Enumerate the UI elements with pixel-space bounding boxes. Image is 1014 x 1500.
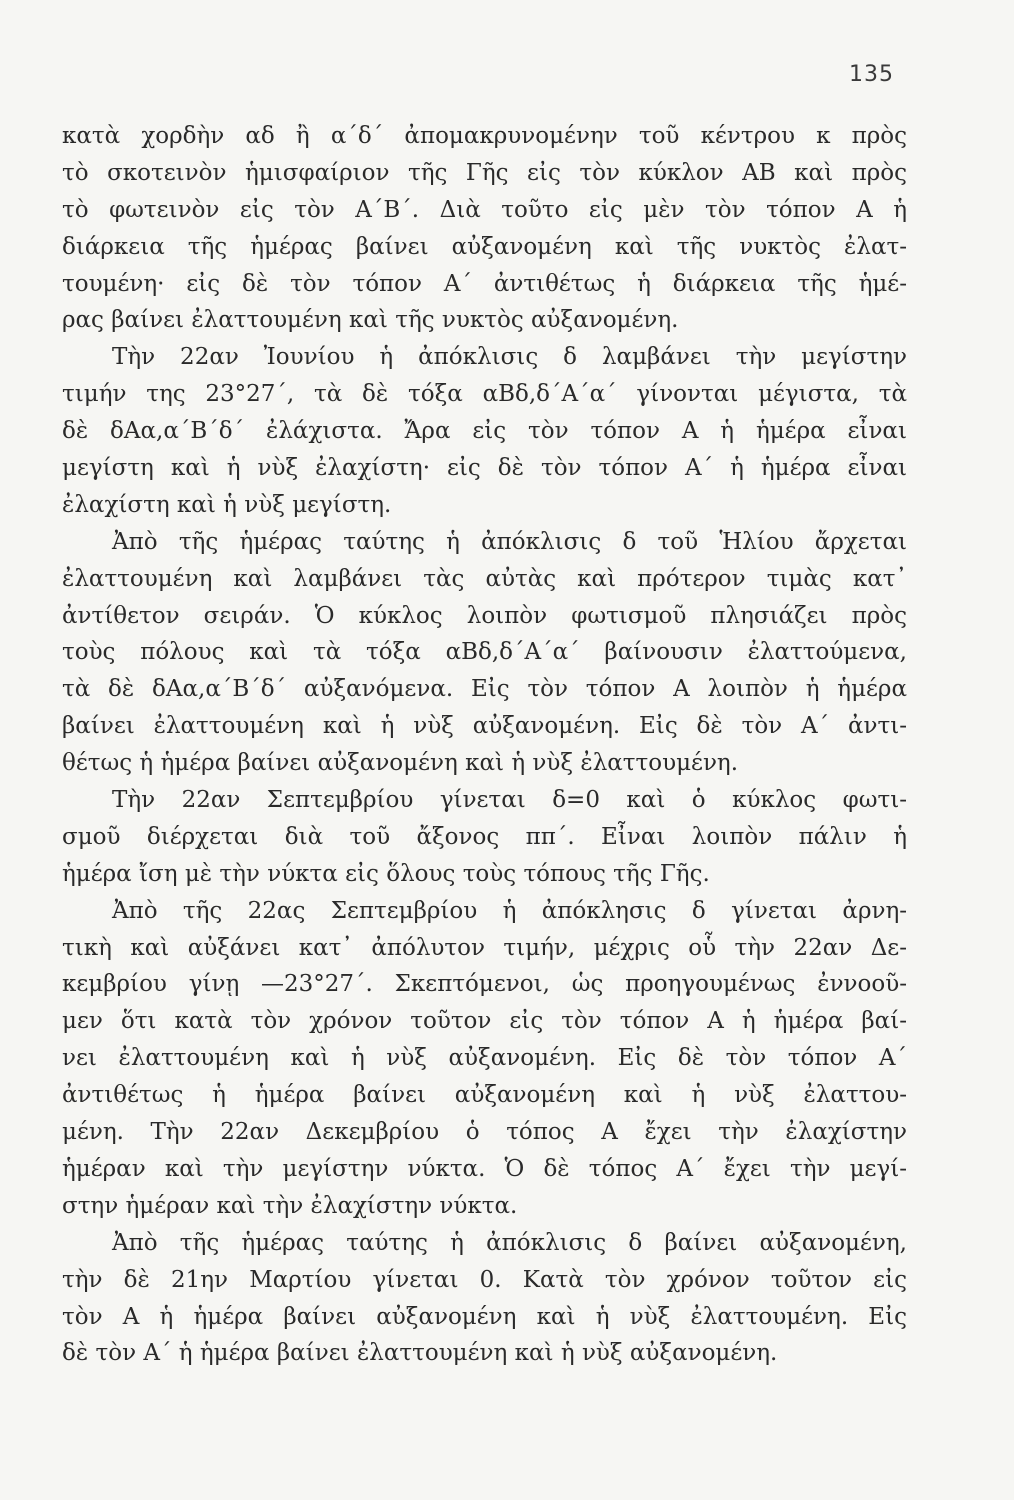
text-line: σμοῦ διέρχεται διὰ τοῦ ἄξονος ππ΄. Εἶναι λοιπὸν πάλιν ἡ (62, 823, 907, 850)
body-text (62, 118, 907, 1372)
text-line: μεν ὅτι κατὰ τὸν χρόνον τοῦτον εἰς τὸν τόπον Α ἡ ἡμέρα βαί- (62, 1008, 907, 1035)
text-line: τοὺς πόλους καὶ τὰ τόξα αΒδ,δ΄Α΄α΄ βαίνουσιν ἐλαττούμενα, (62, 639, 907, 666)
text-line: Ἀπὸ τῆς ἡμέρας ταύτης ἡ ἀπόκλισις δ τοῦ Ἡλίου ἄρχεται (112, 528, 907, 555)
text-line: στην ἡμέραν καὶ τὴν ἐλαχίστην νύκτα. (62, 1192, 518, 1219)
text-line: θέτως ἡ ἡμέρα βαίνει αὐξανομένη καὶ ἡ νὺξ ἐλαττουμένη. (62, 750, 739, 777)
text-line: ἡμέρα ἴση μὲ τὴν νύκτα εἰς ὅλους τοὺς τόπους τῆς Γῆς. (62, 860, 710, 887)
text-line: ἐλαττουμένη καὶ λαμβάνει τὰς αὐτὰς καὶ πρότερον τιμὰς κατ᾽ (62, 565, 907, 592)
text-line: ρας βαίνει ἐλαττουμένη καὶ τῆς νυκτὸς αὐξανομένη. (62, 307, 679, 334)
text-line: τὴν δὲ 21ην Μαρτίου γίνεται 0. Κατὰ τὸν χρόνον τοῦτον εἰς (62, 1266, 907, 1293)
text-line: μεγίστη καὶ ἡ νὺξ ἐλαχίστη· εἰς δὲ τὸν τόπον Α΄ ἡ ἡμέρα εἶναι (62, 455, 907, 482)
text-line: κατὰ χορδὴν αδ ἢ α΄δ΄ ἀπομακρυνομένην τοῦ κέντρου κ πρὸς (62, 123, 907, 149)
text-line: Τὴν 22αν Ἰουνίου ἡ ἀπόκλισις δ λαμβάνει τὴν μεγίστην (112, 344, 907, 371)
text-line: Τὴν 22αν Σεπτεμβρίου γίνεται δ=0 καὶ ὁ κύκλος φωτι- (112, 787, 907, 814)
text-line: ἀντιθέτως ἡ ἡμέρα βαίνει αὐξανομένη καὶ ἡ νὺξ ἐλαττου- (62, 1082, 907, 1109)
text-line: διάρκεια τῆς ἡμέρας βαίνει αὐξανομένη καὶ τῆς νυκτὸς ἐλατ- (62, 233, 907, 260)
text-line: δὲ τὸν Α΄ ἡ ἡμέρα βαίνει ἐλαττουμένη καὶ ἡ νὺξ αὐξανομένη. (62, 1340, 778, 1367)
text-line: δὲ δΑα,α΄Β΄δ΄ ἐλάχιστα. Ἄρα εἰς τὸν τόπον Α ἡ ἡμέρα εἶναι (62, 418, 907, 445)
text-line: ἐλαχίστη καὶ ἡ νὺξ μεγίστη. (62, 491, 392, 518)
text-line: Ἀπὸ τῆς ἡμέρας ταύτης ἡ ἀπόκλισις δ βαίνει αὐξανομένη, (112, 1229, 907, 1256)
text-line: τὸ φωτεινὸν εἰς τὸν Α΄Β΄. Διὰ τοῦτο εἰς μὲν τὸν τόπον Α ἡ (62, 196, 907, 223)
text-line: μένη. Τὴν 22αν Δεκεμβρίου ὁ τόπος Α ἔχει τὴν ἐλαχίστην (62, 1119, 907, 1146)
text-line: τουμένη· εἰς δὲ τὸν τόπον Α΄ ἀντιθέτως ἡ διάρκεια τῆς ἡμέ- (62, 270, 907, 297)
text-line: βαίνει ἐλαττουμένη καὶ ἡ νὺξ αὐξανομένη. Εἰς δὲ τὸν Α΄ ἀντι- (62, 713, 907, 740)
text-line: τὸ σκοτεινὸν ἡμισφαίριον τῆς Γῆς εἰς τὸν κύκλον ΑΒ καὶ πρὸς (62, 159, 907, 186)
text-line: ἀντίθετον σειράν. Ὁ κύκλος λοιπὸν φωτισμοῦ πλησιάζει πρὸς (62, 602, 907, 629)
text-line: τιμήν της 23°27΄, τὰ δὲ τόξα αΒδ,δ΄Α΄α΄ γίνονται μέγιστα, τὰ (62, 381, 907, 408)
text-line: τικὴ καὶ αὐξάνει κατ᾽ ἀπόλυτον τιμήν, μέχρις οὗ τὴν 22αν Δε- (62, 934, 907, 961)
text-line: Ἀπὸ τῆς 22ας Σεπτεμβρίου ἡ ἀπόκλησις δ γίνεται ἀρνη- (112, 897, 907, 924)
text-line: ἡμέραν καὶ τὴν μεγίστην νύκτα. Ὁ δὲ τόπος Α΄ ἔχει τὴν μεγί- (62, 1155, 907, 1182)
text-line: κεμβρίου γίνῃ —23°27΄. Σκεπτόμενοι, ὡς προηγουμένως ἐννοοῦ- (62, 971, 907, 998)
text-line: τὰ δὲ δΑα,α΄Β΄δ΄ αὐξανόμενα. Εἰς τὸν τόπον Α λοιπὸν ἡ ἡμέρα (62, 676, 907, 703)
text-line: τὸν Α ἡ ἡμέρα βαίνει αὐξανομένη καὶ ἡ νὺξ ἐλαττουμένη. Εἰς (62, 1303, 907, 1330)
page-number: 135 (849, 62, 894, 87)
text-line: νει ἐλαττουμένη καὶ ἡ νὺξ αὐξανομένη. Εἰς δὲ τὸν τόπον Α΄ (62, 1045, 907, 1072)
